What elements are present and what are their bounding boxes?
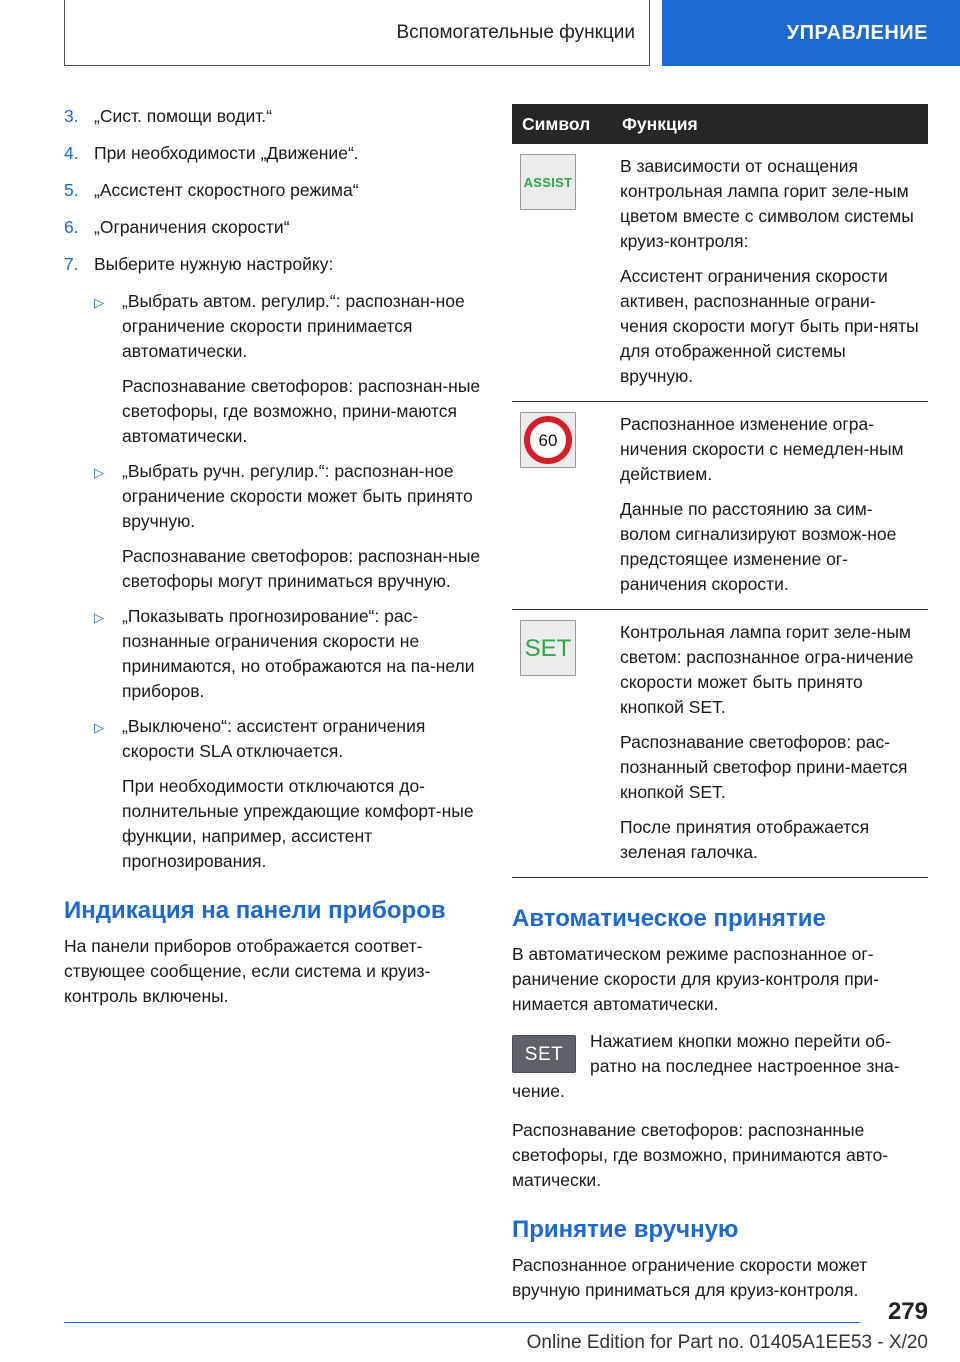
- step-number: 3.: [64, 106, 79, 126]
- table-row: [512, 610, 928, 878]
- speed-limit-value: 60: [538, 431, 558, 450]
- option-bullet: [94, 459, 484, 594]
- option-note: Распознавание светофоров: распознан-ные светофоры, где возможно, прини-маются автоматически.: [122, 376, 481, 446]
- step-item: [64, 104, 484, 129]
- step-number: 6.: [64, 217, 79, 237]
- manual-accept-text: Распознанное ограничение скорости может вручную приниматься для круиз-контроля.: [512, 1255, 868, 1300]
- option-text: „Выключено“: ассистент ограничения скорости SLA отключается.: [122, 716, 426, 761]
- table-row: [512, 144, 928, 402]
- set-symbol-icon: [520, 620, 576, 676]
- set-button-label: SET: [524, 1043, 564, 1065]
- option-text: „Выбрать ручн. регулир.“: распознан-ное ограничение скорости может быть принято вручную.: [122, 461, 473, 531]
- manual-accept-heading: Принятие вручную: [512, 1216, 739, 1243]
- chapter-tab: [662, 0, 960, 66]
- triangle-bullet-icon: ▷: [94, 465, 104, 480]
- chapter-title: УПРАВЛЕНИЕ: [786, 21, 928, 44]
- auto-accept-text: В автоматическом режиме распознанное ог-раничение скорости для круиз-контроля при-нимается автоматически.: [512, 944, 880, 1014]
- step-item: [64, 141, 484, 166]
- function-text: Данные по расстоянию за сим-волом сигнализируют возмож-ное предстоящее изменение ог-раничения скорости.: [620, 499, 897, 594]
- page-number: 279: [887, 1298, 928, 1325]
- set-button-note: [512, 1029, 928, 1104]
- set-button-icon: [512, 1035, 576, 1073]
- right-column: [512, 104, 928, 1303]
- footer-divider: [64, 1322, 860, 1323]
- auto-accept-heading: Автоматическое принятие: [512, 905, 826, 932]
- indication-text: На панели приборов отображается соответ-ствующее сообщение, если система и круиз-контроль включены.: [64, 936, 431, 1006]
- function-text: Контрольная лампа горит зеле-ным светом: распознанное огра-ничение скорости может быть принято кнопкой SET.: [620, 622, 914, 717]
- step-text: Выберите нужную настройку:: [94, 254, 334, 274]
- edition-footer: Online Edition for Part no. 01405A1EE53 - X/20: [526, 1332, 928, 1353]
- option-bullet: [94, 604, 484, 704]
- option-note: При необходимости отключаются до-полнительные упреждающие комфорт-ные функции, например, ассистент прогнозирования.: [122, 776, 474, 871]
- option-bullet: [94, 289, 484, 449]
- assist-symbol-icon: [520, 154, 576, 210]
- option-note: Распознавание светофоров: распознан-ные светофоры могут приниматься вручную.: [122, 546, 481, 591]
- step-number: 5.: [64, 180, 79, 200]
- column-header-symbol: Символ: [512, 104, 612, 144]
- table-row: [512, 402, 928, 610]
- step-number: 4.: [64, 143, 79, 163]
- step-item: [64, 178, 484, 203]
- set-symbol-label: SET: [524, 634, 572, 662]
- step-item: [64, 215, 484, 240]
- speed-limit-60-icon: [520, 412, 576, 468]
- traffic-light-text: Распознавание светофоров: распознанные светофоры, где возможно, принимаются авто-матически.: [512, 1120, 889, 1190]
- left-column: [64, 104, 484, 1009]
- step-text: При необходимости „Движение“.: [94, 143, 359, 163]
- function-text: Ассистент ограничения скорости активен, распознанные ограни-чения скорости могут быть при-няты для отображенной системы вручную.: [620, 266, 919, 386]
- assist-symbol-label: ASSIST: [523, 174, 573, 190]
- triangle-bullet-icon: ▷: [94, 720, 104, 735]
- option-bullet: [94, 714, 484, 874]
- step-text: „Ассистент скоростного режима“: [94, 180, 359, 200]
- step-text: „Ограничения скорости“: [94, 217, 290, 237]
- option-text: „Показывать прогнозирование“: рас-познанные ограничения скорости не принимаются, но отображаются на па-нели приборов.: [122, 606, 475, 701]
- step-item: [64, 252, 484, 277]
- triangle-bullet-icon: ▷: [94, 295, 104, 310]
- speed-limit-sign-icon: [523, 415, 573, 465]
- indication-heading: Индикация на панели приборов: [64, 897, 446, 924]
- triangle-bullet-icon: ▷: [94, 610, 104, 625]
- section-title-box: [64, 0, 650, 66]
- function-text: Распознавание светофоров: рас-познанный светофор прини-мается кнопкой SET.: [620, 732, 908, 802]
- symbol-table: [512, 104, 928, 878]
- page-header: [0, 0, 960, 66]
- step-number: 7.: [64, 254, 79, 274]
- option-text: „Выбрать автом. регулир.“: распознан-ное ограничение скорости принимается автоматически.: [122, 291, 465, 361]
- step-text: „Сист. помощи водит.“: [94, 106, 272, 126]
- section-title: Вспомогательные функции: [396, 21, 635, 43]
- function-text: После принятия отображается зеленая галочка.: [620, 817, 870, 862]
- function-text: В зависимости от оснащения контрольная лампа горит зеле-ным цветом вместе с символом системы круиз-контроля:: [620, 156, 914, 251]
- column-header-function: Функция: [612, 104, 928, 144]
- function-text: Распознанное изменение огра-ничения скорости с немедлен-ным действием.: [620, 414, 904, 484]
- set-button-text: Нажатием кнопки можно перейти об-ратно на последнее настроенное зна-чение.: [512, 1031, 900, 1101]
